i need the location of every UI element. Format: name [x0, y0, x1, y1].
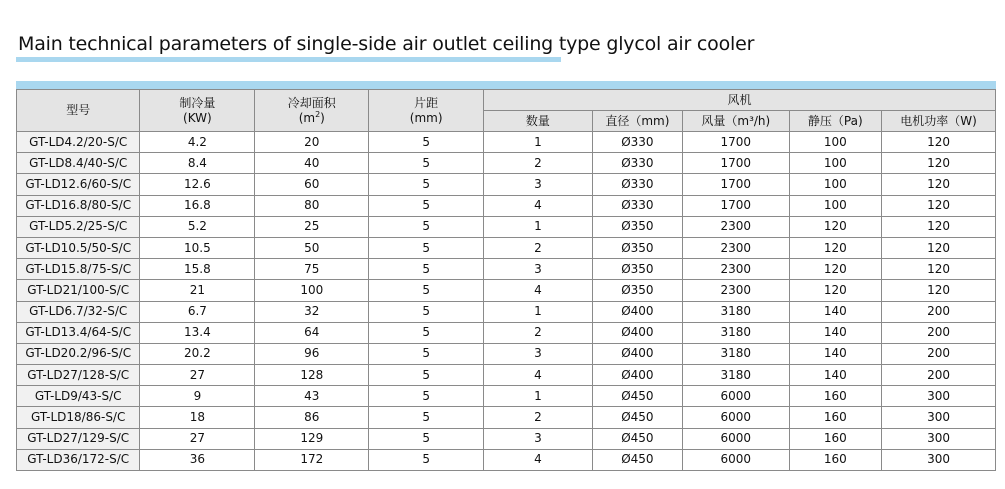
cell-fan-airflow: 1700 [683, 195, 789, 216]
header-pitch [369, 90, 484, 132]
cell-pitch: 5 [369, 237, 484, 258]
cell-model: GT-LD9/43-S/C [17, 386, 140, 407]
header-pitch-label: 片距 [414, 95, 439, 110]
cell-model: GT-LD8.4/40-S/C [17, 153, 140, 174]
cell-capacity: 4.2 [140, 132, 255, 153]
table-row [17, 407, 996, 428]
cell-fan-quantity: 3 [484, 343, 593, 364]
cell-area: 60 [255, 174, 369, 195]
cell-fan-power: 200 [882, 365, 996, 386]
cell-fan-diameter: Ø350 [592, 280, 682, 301]
table-top-bar [16, 81, 996, 89]
cell-fan-power: 300 [882, 386, 996, 407]
cell-capacity: 10.5 [140, 237, 255, 258]
cell-pitch: 5 [369, 365, 484, 386]
table-row [17, 174, 996, 195]
cell-area: 75 [255, 259, 369, 280]
cell-pitch: 5 [369, 280, 484, 301]
cell-fan-power: 300 [882, 449, 996, 470]
table-body [17, 132, 996, 471]
cell-fan-diameter: Ø450 [592, 449, 682, 470]
cell-fan-quantity: 3 [484, 174, 593, 195]
header-fan-diameter: 直径（mm) [592, 111, 682, 132]
cell-fan-airflow: 1700 [683, 153, 789, 174]
cell-fan-power: 120 [882, 237, 996, 258]
header-capacity-unit: (KW) [183, 110, 212, 125]
cell-area: 80 [255, 195, 369, 216]
cell-fan-diameter: Ø330 [592, 195, 682, 216]
cell-fan-quantity: 3 [484, 428, 593, 449]
cell-fan-pressure: 140 [789, 301, 882, 322]
table-row [17, 132, 996, 153]
cell-area: 20 [255, 132, 369, 153]
cell-fan-diameter: Ø400 [592, 301, 682, 322]
cell-fan-quantity: 4 [484, 449, 593, 470]
cell-fan-pressure: 100 [789, 195, 882, 216]
cell-pitch: 5 [369, 259, 484, 280]
cell-model: GT-LD13.4/64-S/C [17, 322, 140, 343]
cell-fan-diameter: Ø350 [592, 216, 682, 237]
title-underline [16, 57, 561, 62]
cell-capacity: 36 [140, 449, 255, 470]
cell-fan-airflow: 2300 [683, 216, 789, 237]
cell-fan-pressure: 100 [789, 174, 882, 195]
cell-capacity: 27 [140, 428, 255, 449]
header-pitch-unit: (mm) [409, 110, 443, 125]
cell-fan-quantity: 2 [484, 407, 593, 428]
cell-pitch: 5 [369, 132, 484, 153]
header-fan-quantity: 数量 [484, 111, 593, 132]
cell-fan-power: 300 [882, 407, 996, 428]
cell-fan-diameter: Ø400 [592, 322, 682, 343]
cell-pitch: 5 [369, 407, 484, 428]
cell-capacity: 20.2 [140, 343, 255, 364]
cell-pitch: 5 [369, 195, 484, 216]
cell-fan-power: 200 [882, 301, 996, 322]
cell-fan-pressure: 100 [789, 153, 882, 174]
cell-pitch: 5 [369, 322, 484, 343]
cell-area: 64 [255, 322, 369, 343]
cell-area: 100 [255, 280, 369, 301]
cell-fan-quantity: 1 [484, 301, 593, 322]
table-row [17, 322, 996, 343]
cell-fan-airflow: 2300 [683, 237, 789, 258]
cell-capacity: 8.4 [140, 153, 255, 174]
cell-model: GT-LD20.2/96-S/C [17, 343, 140, 364]
cell-area: 96 [255, 343, 369, 364]
cell-fan-pressure: 120 [789, 280, 882, 301]
cell-model: GT-LD6.7/32-S/C [17, 301, 140, 322]
cell-area: 40 [255, 153, 369, 174]
cell-capacity: 21 [140, 280, 255, 301]
cell-area: 25 [255, 216, 369, 237]
cell-model: GT-LD4.2/20-S/C [17, 132, 140, 153]
cell-capacity: 12.6 [140, 174, 255, 195]
table-row [17, 343, 996, 364]
cell-fan-airflow: 1700 [683, 132, 789, 153]
cell-pitch: 5 [369, 301, 484, 322]
cell-fan-pressure: 140 [789, 343, 882, 364]
cell-fan-diameter: Ø450 [592, 428, 682, 449]
cell-fan-airflow: 6000 [683, 428, 789, 449]
header-area [255, 90, 369, 132]
cell-fan-power: 300 [882, 428, 996, 449]
cell-capacity: 5.2 [140, 216, 255, 237]
cell-fan-power: 200 [882, 343, 996, 364]
header-fan-pressure: 静压（Pa) [789, 111, 882, 132]
cell-fan-airflow: 2300 [683, 280, 789, 301]
table-row [17, 153, 996, 174]
cell-fan-diameter: Ø350 [592, 259, 682, 280]
cell-fan-power: 120 [882, 280, 996, 301]
cell-model: GT-LD5.2/25-S/C [17, 216, 140, 237]
cell-fan-quantity: 4 [484, 280, 593, 301]
cell-fan-quantity: 1 [484, 386, 593, 407]
cell-fan-pressure: 140 [789, 322, 882, 343]
cell-fan-quantity: 4 [484, 365, 593, 386]
cell-capacity: 13.4 [140, 322, 255, 343]
cell-fan-airflow: 3180 [683, 301, 789, 322]
cell-pitch: 5 [369, 386, 484, 407]
cell-fan-pressure: 120 [789, 237, 882, 258]
cell-fan-pressure: 160 [789, 386, 882, 407]
cell-model: GT-LD18/86-S/C [17, 407, 140, 428]
cell-fan-quantity: 3 [484, 259, 593, 280]
cell-model: GT-LD27/128-S/C [17, 365, 140, 386]
cell-area: 128 [255, 365, 369, 386]
cell-fan-power: 120 [882, 259, 996, 280]
cell-fan-quantity: 1 [484, 132, 593, 153]
table-row [17, 301, 996, 322]
cell-fan-quantity: 2 [484, 153, 593, 174]
cell-fan-airflow: 6000 [683, 407, 789, 428]
cell-fan-diameter: Ø330 [592, 153, 682, 174]
cell-capacity: 18 [140, 407, 255, 428]
header-fan-airflow: 风量（m³/h) [683, 111, 789, 132]
cell-fan-power: 120 [882, 153, 996, 174]
cell-pitch: 5 [369, 174, 484, 195]
cell-area: 129 [255, 428, 369, 449]
cell-capacity: 16.8 [140, 195, 255, 216]
cell-fan-quantity: 1 [484, 216, 593, 237]
header-fan-group: 风机 [484, 90, 996, 111]
cell-fan-pressure: 120 [789, 259, 882, 280]
cell-fan-airflow: 3180 [683, 365, 789, 386]
cell-fan-airflow: 3180 [683, 322, 789, 343]
cell-fan-diameter: Ø330 [592, 174, 682, 195]
cell-fan-pressure: 100 [789, 132, 882, 153]
table-row [17, 237, 996, 258]
cell-fan-diameter: Ø450 [592, 386, 682, 407]
table-row [17, 365, 996, 386]
spec-table [16, 89, 996, 471]
cell-model: GT-LD16.8/80-S/C [17, 195, 140, 216]
table-row [17, 449, 996, 470]
cell-fan-pressure: 160 [789, 449, 882, 470]
page-title: Main technical parameters of single-side air outlet ceiling type glycol air cooler [18, 33, 755, 55]
cell-pitch: 5 [369, 216, 484, 237]
cell-fan-power: 120 [882, 132, 996, 153]
cell-fan-pressure: 160 [789, 428, 882, 449]
cell-fan-power: 120 [882, 174, 996, 195]
cell-model: GT-LD27/129-S/C [17, 428, 140, 449]
cell-capacity: 27 [140, 365, 255, 386]
header-fan-power: 电机功率（W) [882, 111, 996, 132]
cell-fan-airflow: 6000 [683, 449, 789, 470]
table-row [17, 386, 996, 407]
header-area-unit: $(m^2)$ [298, 109, 325, 125]
cell-fan-airflow: 1700 [683, 174, 789, 195]
header-area-label: 冷却面积 [287, 95, 336, 110]
cell-fan-quantity: 4 [484, 195, 593, 216]
cell-area: 50 [255, 237, 369, 258]
cell-capacity: 6.7 [140, 301, 255, 322]
table-row [17, 280, 996, 301]
table-row [17, 259, 996, 280]
table-row [17, 428, 996, 449]
table-row [17, 195, 996, 216]
cell-fan-power: 120 [882, 216, 996, 237]
cell-pitch: 5 [369, 153, 484, 174]
cell-model: GT-LD15.8/75-S/C [17, 259, 140, 280]
cell-fan-diameter: Ø450 [592, 407, 682, 428]
cell-pitch: 5 [369, 428, 484, 449]
cell-fan-quantity: 2 [484, 237, 593, 258]
cell-model: GT-LD12.6/60-S/C [17, 174, 140, 195]
cell-fan-quantity: 2 [484, 322, 593, 343]
cell-fan-pressure: 120 [789, 216, 882, 237]
cell-pitch: 5 [369, 449, 484, 470]
cell-area: 32 [255, 301, 369, 322]
cell-fan-diameter: Ø400 [592, 365, 682, 386]
table-row [17, 216, 996, 237]
header-capacity-label: 制冷量 [179, 95, 216, 110]
cell-model: GT-LD36/172-S/C [17, 449, 140, 470]
cell-fan-pressure: 140 [789, 365, 882, 386]
cell-fan-power: 120 [882, 195, 996, 216]
cell-model: GT-LD21/100-S/C [17, 280, 140, 301]
cell-capacity: 9 [140, 386, 255, 407]
cell-area: 43 [255, 386, 369, 407]
cell-fan-airflow: 6000 [683, 386, 789, 407]
header-model: 型号 [17, 90, 140, 132]
cell-fan-airflow: 2300 [683, 259, 789, 280]
header-capacity [140, 90, 255, 132]
cell-pitch: 5 [369, 343, 484, 364]
cell-fan-airflow: 3180 [683, 343, 789, 364]
cell-area: 86 [255, 407, 369, 428]
cell-fan-pressure: 160 [789, 407, 882, 428]
cell-area: 172 [255, 449, 369, 470]
cell-fan-diameter: Ø330 [592, 132, 682, 153]
cell-fan-power: 200 [882, 322, 996, 343]
cell-fan-diameter: Ø400 [592, 343, 682, 364]
cell-fan-diameter: Ø350 [592, 237, 682, 258]
cell-capacity: 15.8 [140, 259, 255, 280]
cell-model: GT-LD10.5/50-S/C [17, 237, 140, 258]
